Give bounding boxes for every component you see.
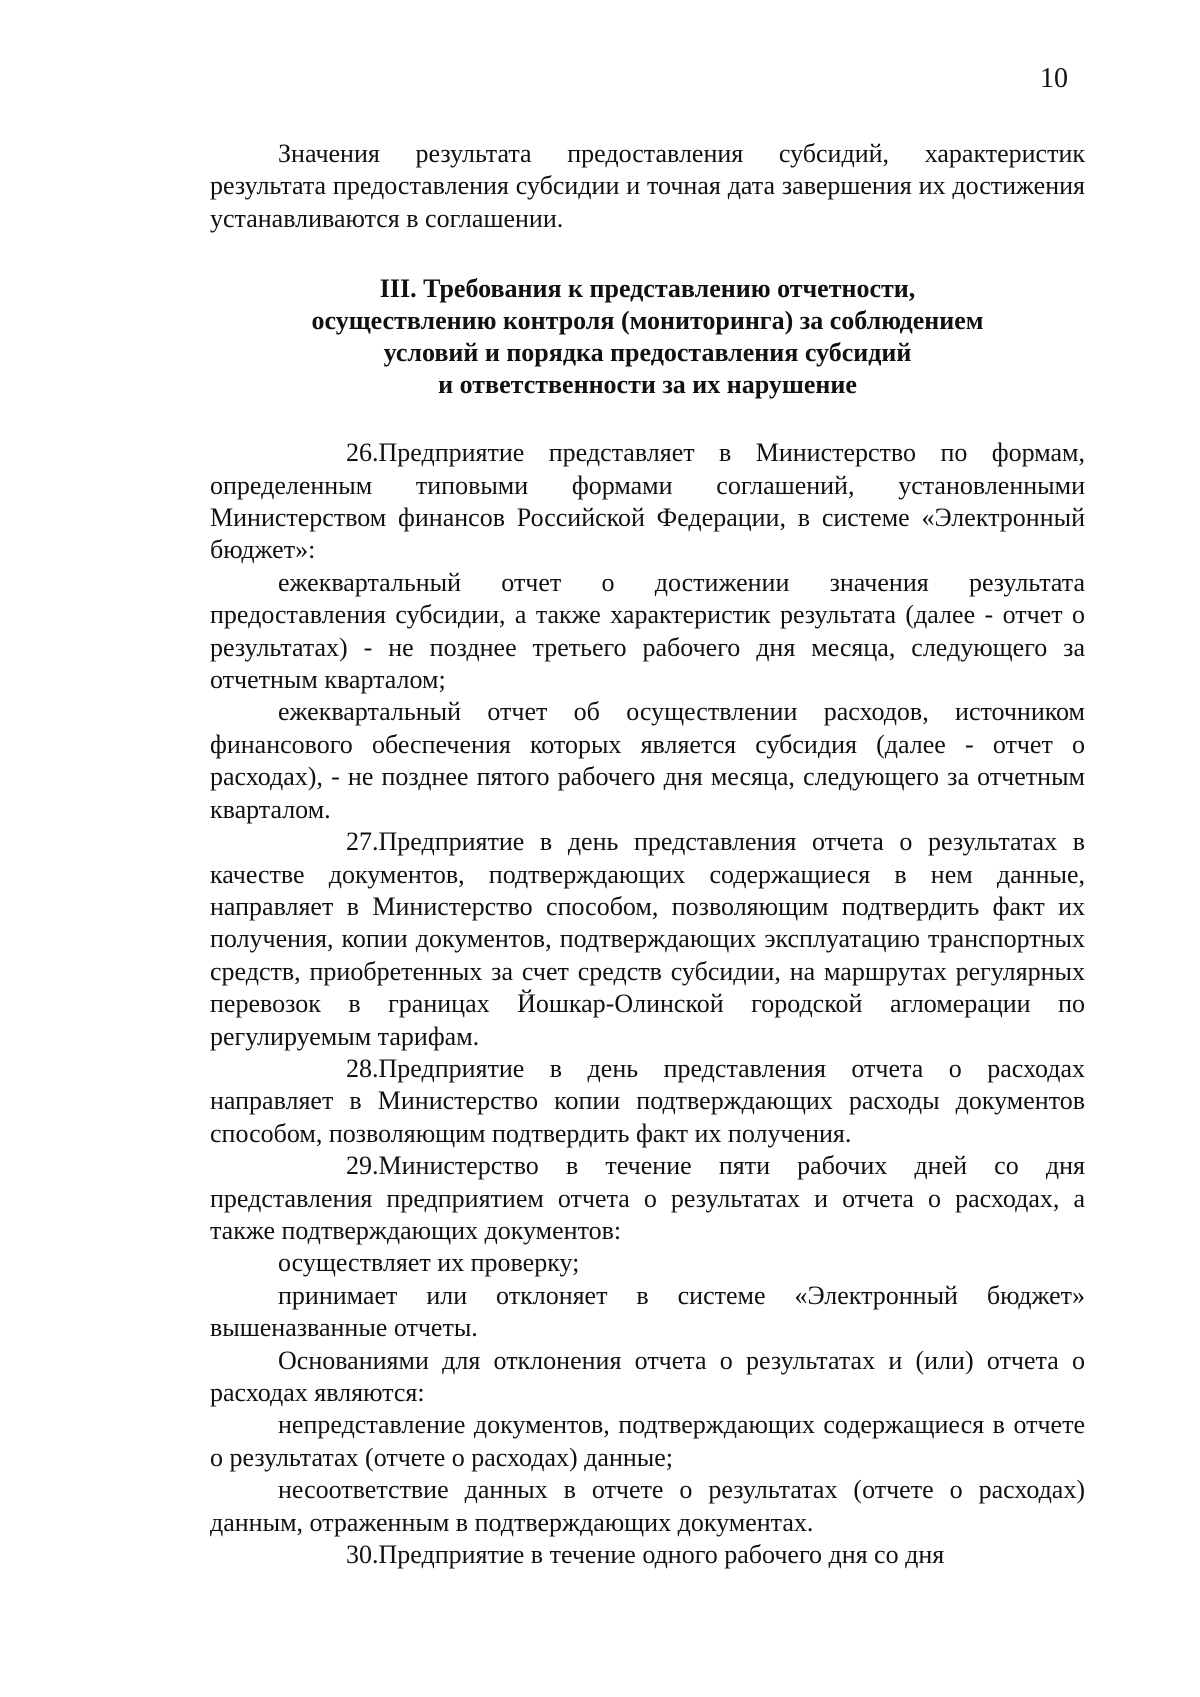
paragraph-27 xyxy=(210,826,1085,1053)
section-heading-line: и ответственности за их нарушение xyxy=(438,370,857,400)
paragraph-26-item-results-report: ежеквартальный отчет о достижении значения результата предоставления субсидии, а также характеристик результата (далее - отчет о результатах) - не позднее третьего рабочего дня месяца, следующего за отчетным кварталом; xyxy=(210,567,1085,695)
paragraph-29 xyxy=(210,1150,1085,1247)
paragraph-text: Предприятие в день представления отчета о расходах направляет в Министерство копии подтверждающих расходы документов способом, позволяющим подтвердить факт их получения. xyxy=(210,1053,1085,1148)
paragraph-28 xyxy=(210,1053,1085,1150)
paragraph-number: 30. xyxy=(346,1540,379,1570)
paragraph-number: 27. xyxy=(346,827,379,857)
paragraph-text: Министерство в течение пяти рабочих дней со дня представления предприятием отчета о результатах и отчета о расходах, а также подтверждающих документов: xyxy=(210,1151,1085,1245)
section-heading-line: III. Требования к представлению отчетности, xyxy=(379,274,916,304)
paragraph-number: 28. xyxy=(346,1053,379,1083)
paragraph-29-ground-data-mismatch: несоответствие данных в отчете о результатах (отчете о расходах) данным, отраженным в подтверждающих документах. xyxy=(210,1475,1085,1537)
paragraph-29-item-accept-reject: принимает или отклоняет в системе «Электронный бюджет» вышеназванные отчеты. xyxy=(210,1280,1085,1343)
paragraph-29-rejection-grounds: Основаниями для отклонения отчета о результатах и (или) отчета о расходах являются: xyxy=(210,1345,1085,1407)
intro-paragraph: Значения результата предоставления субсидий, характеристик результата предоставления субсидии и точная дата завершения их достижения устанавливаются в соглашении. xyxy=(210,139,1085,233)
paragraph-text: Предприятие представляет в Министерство по формам, определенным типовыми формами соглашений, установленными Министерством финансов Российской Федерации, в системе «Электронный бюджет»: xyxy=(210,438,1085,565)
section-heading-line: условий и порядка предоставления субсидий xyxy=(383,338,912,368)
document-body xyxy=(210,138,1085,1571)
page-number: 10 xyxy=(1040,63,1068,94)
paragraph-text: Предприятие в день представления отчета о результатах в качестве документов, подтверждающих содержащиеся в нем данные, направляет в Министерство способом, позволяющим подтвердить факт их получения, копии документов, подтверждающих эксплуатацию транспортных средств, приобретенных за счет средств субсидии, на маршрутах регулярных перевозок в границах Йошкар-Олинской городской агломерации по регулируемым тарифам. xyxy=(210,827,1085,1051)
paragraph-29-ground-missing-documents: непредставление документов, подтверждающих содержащиеся в отчете о результатах (отчете о расходах) данные; xyxy=(210,1410,1085,1472)
section-heading xyxy=(210,273,1085,401)
paragraph-26 xyxy=(210,437,1085,567)
paragraph-26-item-expenses-report: ежеквартальный отчет об осуществлении расходов, источником финансового обеспечения которых является субсидия (далее - отчет о расходах), - не позднее пятого рабочего дня месяца, следующего за отчетным кварталом. xyxy=(210,697,1085,824)
paragraph-29-item-check: осуществляет их проверку; xyxy=(278,1248,580,1278)
paragraph-30 xyxy=(210,1539,1085,1571)
paragraph-text: Предприятие в течение одного рабочего дня со дня xyxy=(378,1540,945,1570)
paragraph-number: 26. xyxy=(346,438,379,468)
paragraph-number: 29. xyxy=(346,1151,379,1181)
section-heading-line: осуществлению контроля (мониторинга) за соблюдением xyxy=(311,306,984,336)
